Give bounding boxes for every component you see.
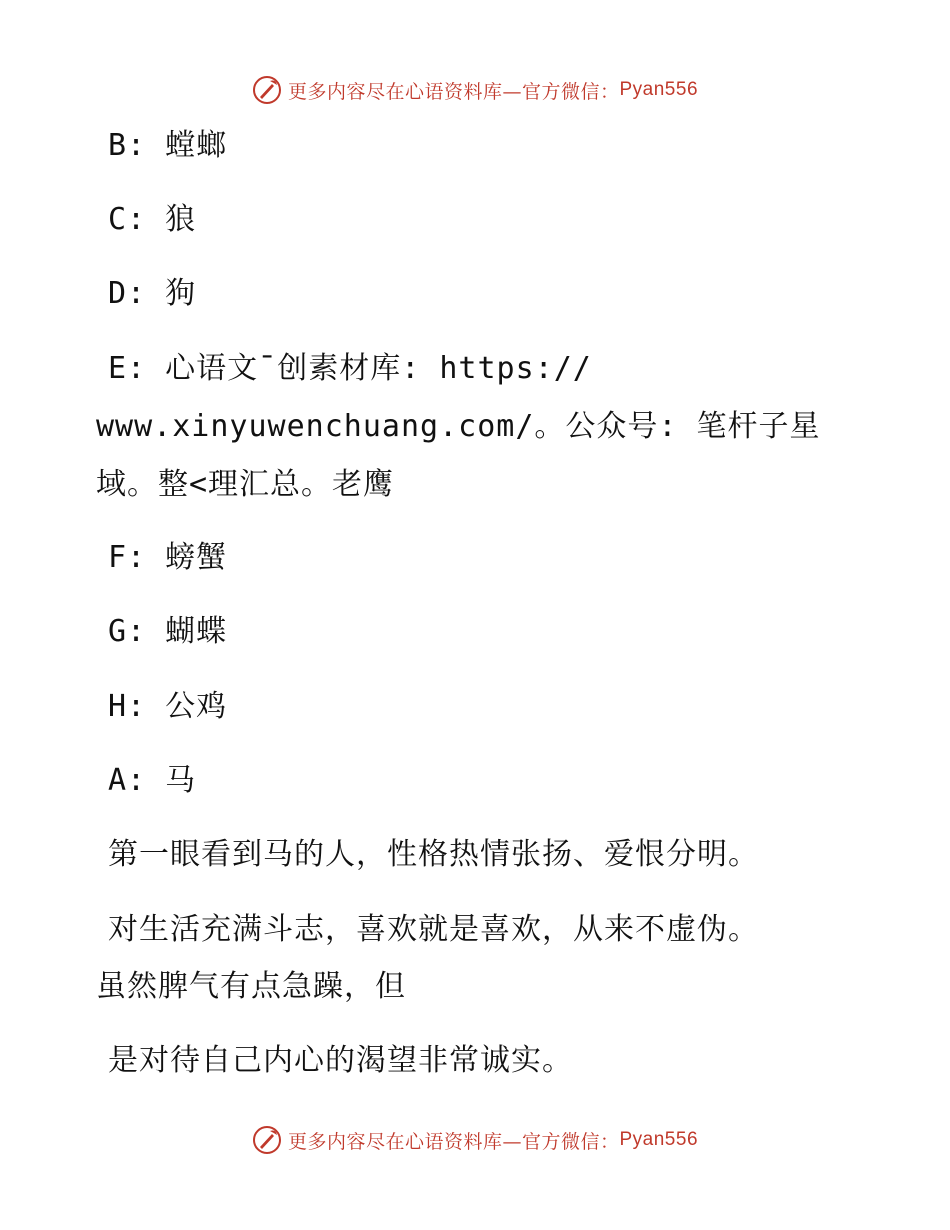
watermark-wechat-id: Pyan556 bbox=[619, 1129, 699, 1150]
option-d: D: 狗 bbox=[108, 276, 197, 311]
option-h: H: 公鸡 bbox=[108, 689, 228, 724]
option-e-line-2: www.xinyuwenchuang.com/。公众号: 笔杆子星 bbox=[96, 409, 821, 444]
quill-logo-icon bbox=[252, 75, 282, 105]
watermark-text: 更多内容尽在心语资料库—官方微信： bbox=[287, 80, 620, 103]
footer-watermark bbox=[0, 1120, 950, 1160]
option-e-line-1: E: 心语文¯创素材库: https:// bbox=[108, 351, 592, 386]
paragraph-line-3: 虽然脾气有点急躁，但 bbox=[96, 969, 406, 1004]
option-g: G: 蝴蝶 bbox=[108, 614, 228, 649]
paragraph-line-4: 是对待自己内心的渴望非常诚实。 bbox=[108, 1043, 573, 1078]
option-e-line-3: 域。整<理汇总。老鹰 bbox=[96, 467, 395, 502]
quill-logo-icon bbox=[252, 1125, 282, 1155]
option-f: F: 螃蟹 bbox=[108, 540, 228, 575]
paragraph-line-1: 第一眼看到马的人，性格热情张扬、爱恨分明。 bbox=[108, 837, 759, 872]
option-c: C: 狼 bbox=[108, 202, 197, 237]
watermark-wechat-id: Pyan556 bbox=[619, 79, 699, 100]
watermark-text: 更多内容尽在心语资料库—官方微信： bbox=[287, 1130, 620, 1153]
paragraph-line-2: 对生活充满斗志，喜欢就是喜欢，从来不虚伪。 bbox=[108, 912, 759, 947]
answer-a: A: 马 bbox=[108, 763, 197, 798]
option-b: B: 螳螂 bbox=[108, 128, 228, 163]
header-watermark bbox=[0, 70, 950, 110]
